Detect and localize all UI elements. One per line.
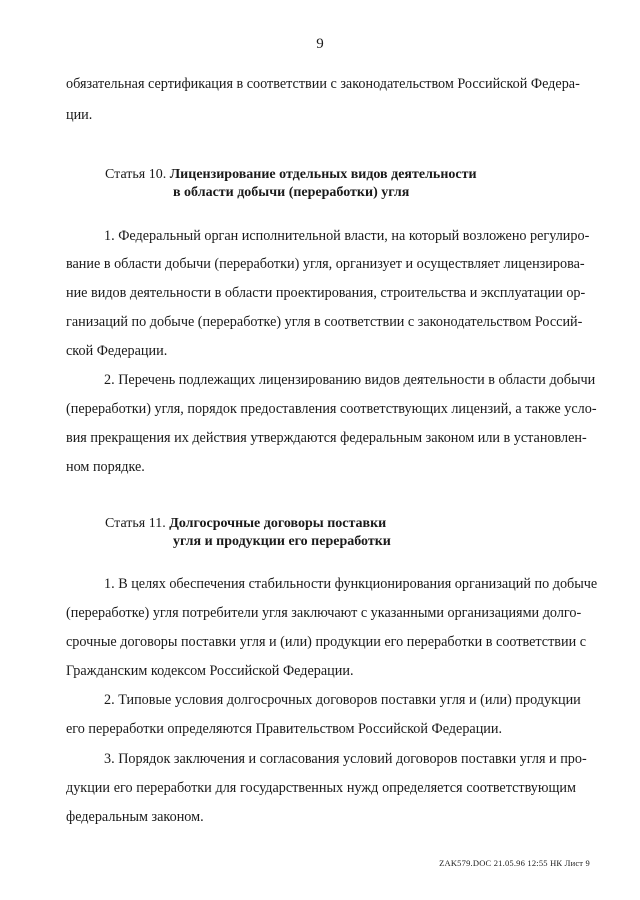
article-11-title-line2: угля и продукции его переработки xyxy=(173,534,391,549)
paragraph-line: дукции его переработки для государственных нужд определяется соответствующим xyxy=(66,780,576,796)
paragraph-line: ном порядке. xyxy=(66,459,145,475)
paragraph-line: ганизаций по добыче (переработке) угля в соответствии с законодательством Россий- xyxy=(66,314,583,330)
paragraph-line: ской Федерации. xyxy=(66,343,168,359)
paragraph-line: вия прекращения их действия утверждаются федеральным законом или в установлен- xyxy=(66,430,587,446)
paragraph-line: вание в области добычи (переработки) угля, организует и осуществляет лицензирова- xyxy=(66,256,585,272)
paragraph-line: (переработки) угля, порядок предоставления соответствующих лицензий, а также усло- xyxy=(66,401,597,417)
paragraph-line: (переработке) угля потребители угля заключают с указанными организациями долго- xyxy=(66,605,582,621)
page-number: 9 xyxy=(316,36,324,52)
page-footer: ZAK579.DOC 21.05.96 12:55 НК Лист 9 xyxy=(439,858,590,868)
article-10-heading-line1 xyxy=(105,167,477,183)
paragraph-line: Гражданским кодексом Российской Федерации. xyxy=(66,663,354,679)
paragraph-line: федеральным законом. xyxy=(66,809,204,825)
paragraph-line: 1. Федеральный орган исполнительной власти, на который возложено регулиро- xyxy=(104,228,590,244)
article-11-title-line1: Долгосрочные договоры поставки xyxy=(169,516,387,531)
paragraph-line: 2. Типовые условия долгосрочных договоров поставки угля и (или) продукции xyxy=(104,692,581,708)
intro-line: обязательная сертификация в соответствии с законодательством Российской Федера- xyxy=(66,76,580,92)
paragraph-line: 3. Порядок заключения и согласования условий договоров поставки угля и про- xyxy=(104,751,587,767)
article-10-title-line1: Лицензирование отдельных видов деятельности xyxy=(169,167,477,182)
article-11-heading-line1 xyxy=(105,516,386,532)
article-10-title-line2: в области добычи (переработки) угля xyxy=(173,185,410,200)
paragraph-line: 1. В целях обеспечения стабильности функционирования организаций по добыче xyxy=(104,576,598,592)
paragraph-line: срочные договоры поставки угля и (или) продукции его переработки в соответствии с xyxy=(66,634,587,650)
article-10-label: Статья 10. xyxy=(105,167,167,182)
paragraph-line: ние видов деятельности в области проектирования, строительства и эксплуатации ор- xyxy=(66,285,586,301)
article-11-label: Статья 11. xyxy=(105,516,166,531)
paragraph-line: 2. Перечень подлежащих лицензированию видов деятельности в области добычи xyxy=(104,372,596,388)
paragraph-line: его переработки определяются Правительством Российской Федерации. xyxy=(66,721,503,737)
intro-line: ции. xyxy=(66,107,93,123)
